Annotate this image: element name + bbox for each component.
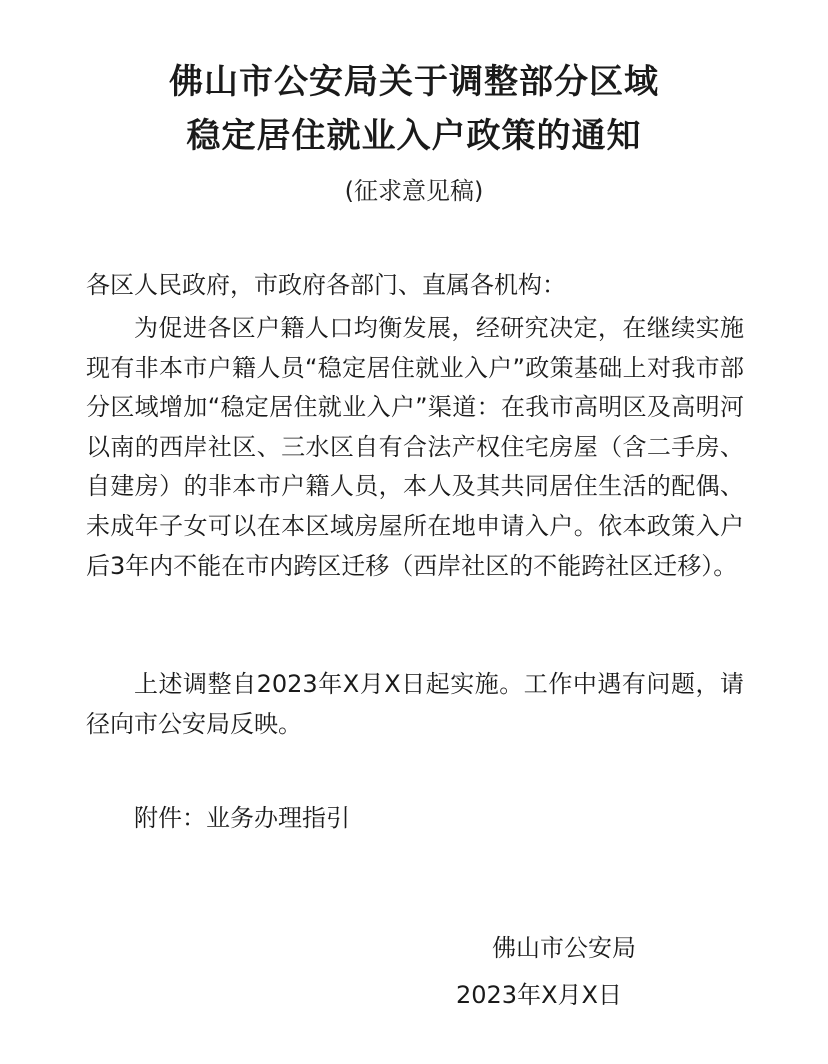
signature-date: 2023年X月X日 xyxy=(456,981,622,1009)
salutation: 各区人民政府，市政府各部门、直属各机构： xyxy=(86,271,566,299)
attachment-line: 附件：业务办理指引 xyxy=(134,804,350,832)
body-paragraph-1: 为促进各区户籍人口均衡发展，经研究决定，在继续实施现有非本市户籍人员“稳定居住就业入户”政策基础上对我市部分区域增加“稳定居住就业入户”渠道：在我市高明区及高明河以南的西岸社区、三水区自有合法产权住宅房屋（含二手房、自建房）的非本市户籍人员，本人及其共同居住生活的配偶、未成年子女可以在本区域房屋所在地申请入户。依本政策入户后3年内不能在市内跨区迁移（西岸社区的不能跨社区迁移）。 xyxy=(86,314,744,580)
body-paragraph-2: 上述调整自2023年X月X日起实施。工作中遇有问题，请径向市公安局反映。 xyxy=(86,670,744,738)
document-title-line2: 稳定居住就业入户政策的通知 xyxy=(186,116,642,156)
document-title-line1: 佛山市公安局关于调整部分区域 xyxy=(169,62,659,102)
signature-organization: 佛山市公安局 xyxy=(492,934,636,962)
document-subtitle: (征求意见稿) xyxy=(344,177,484,205)
